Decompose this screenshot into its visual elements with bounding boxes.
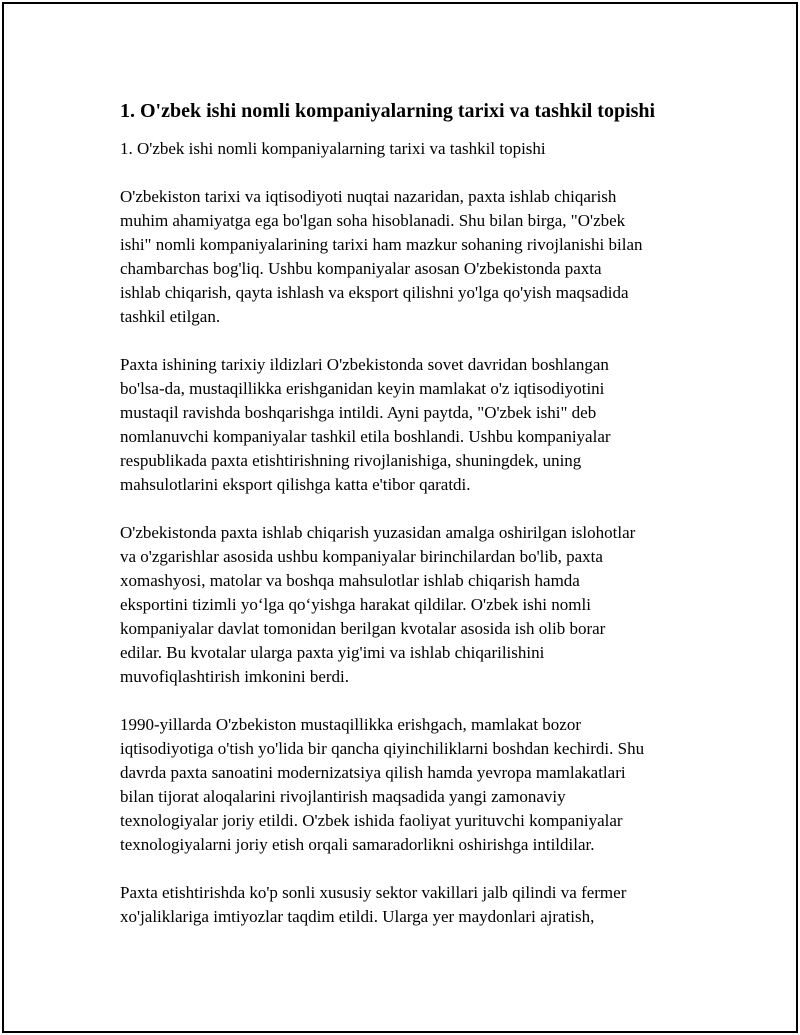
paragraph-line: respublikada paxta etishtirishning rivojlanishiga, shuningdek, uning bbox=[120, 451, 582, 470]
paragraph-line: tashkil etilgan. bbox=[120, 307, 221, 326]
paragraph bbox=[120, 713, 700, 857]
paragraph-line: iqtisodiyotiga o'tish yo'lida bir qancha qiyinchiliklarni boshdan kechirdi. Shu bbox=[120, 739, 645, 758]
paragraph-line: texnologiyalarni joriy etish orqali samaradorlikni oshirishga intildilar. bbox=[120, 835, 595, 854]
paragraph-line: xo'jaliklariga imtiyozlar taqdim etildi. Ularga yer maydonlari ajratish, bbox=[120, 907, 595, 926]
paragraph bbox=[120, 185, 700, 329]
paragraph-line: muvofiqlashtirish imkonini berdi. bbox=[120, 667, 350, 686]
paragraph-line: bo'lsa-da, mustaqillikka erishganidan keyin mamlakat o'z iqtisodiyotini bbox=[120, 379, 605, 398]
paragraph-line: xomashyosi, matolar va boshqa mahsulotlar ishlab chiqarish hamda bbox=[120, 571, 580, 590]
paragraph-line: chambarchas bog'liq. Ushbu kompaniyalar asosan O'zbekistonda paxta bbox=[120, 259, 602, 278]
paragraph bbox=[120, 881, 700, 929]
paragraph-line: O'zbekistonda paxta ishlab chiqarish yuzasidan amalga oshirilgan islohotlar bbox=[120, 523, 636, 542]
paragraph bbox=[120, 521, 700, 689]
paragraph-line: 1990-yillarda O'zbekiston mustaqillikka erishgach, mamlakat bozor bbox=[120, 715, 581, 734]
paragraph-list bbox=[120, 185, 700, 929]
paragraph-line: eksportini tizimli yo‘lga qo‘yishga harakat qildilar. O'zbek ishi nomli bbox=[120, 595, 591, 614]
paragraph-line: Paxta ishining tarixiy ildizlari O'zbekistonda sovet davridan boshlangan bbox=[120, 355, 609, 374]
paragraph-line: mustaqil ravishda boshqarishga intildi. Ayni paytda, "O'zbek ishi" deb bbox=[120, 403, 597, 422]
paragraph-line: nomlanuvchi kompaniyalar tashkil etila boshlandi. Ushbu kompaniyalar bbox=[120, 427, 611, 446]
paragraph-line: bilan tijorat aloqalarini rivojlantirish maqsadida yangi zamonaviy bbox=[120, 787, 566, 806]
paragraph-line: mahsulotlarini eksport qilishga katta e'tibor qaratdi. bbox=[120, 475, 471, 494]
paragraph-line: ishlab chiqarish, qayta ishlash va eksport qilishni yo'lga qo'yish maqsadida bbox=[120, 283, 629, 302]
document-title: 1. O'zbek ishi nomli kompaniyalarning tarixi va tashkil topishi bbox=[120, 100, 656, 122]
paragraph-line: texnologiyalar joriy etildi. O'zbek ishida faoliyat yurituvchi kompaniyalar bbox=[120, 811, 623, 830]
paragraph bbox=[120, 353, 700, 497]
paragraph-line: edilar. Bu kvotalar ularga paxta yig'imi va ishlab chiqarilishini bbox=[120, 643, 545, 662]
paragraph-line: va o'zgarishlar asosida ushbu kompaniyalar birinchilardan bo'lib, paxta bbox=[120, 547, 603, 566]
paragraph-line: muhim ahamiyatga ega bo'lgan soha hisoblanadi. Shu bilan birga, "O'zbek bbox=[120, 211, 626, 230]
page-frame bbox=[2, 2, 798, 1033]
paragraph-line: Paxta etishtirishda ko'p sonli xususiy sektor vakillari jalb qilindi va fermer bbox=[120, 883, 627, 902]
paragraph-line: ishi" nomli kompaniyalarining tarixi ham mazkur sohaning rivojlanishi bilan bbox=[120, 235, 643, 254]
paragraph-line: kompaniyalar davlat tomonidan berilgan kvotalar asosida ish olib borar bbox=[120, 619, 606, 638]
document-subtitle: 1. O'zbek ishi nomli kompaniyalarning tarixi va tashkil topishi bbox=[120, 139, 546, 158]
document-body bbox=[120, 99, 700, 929]
paragraph-line: davrda paxta sanoatini modernizatsiya qilish hamda yevropa mamlakatlari bbox=[120, 763, 626, 782]
paragraph-line: O'zbekiston tarixi va iqtisodiyoti nuqtai nazaridan, paxta ishlab chiqarish bbox=[120, 187, 617, 206]
